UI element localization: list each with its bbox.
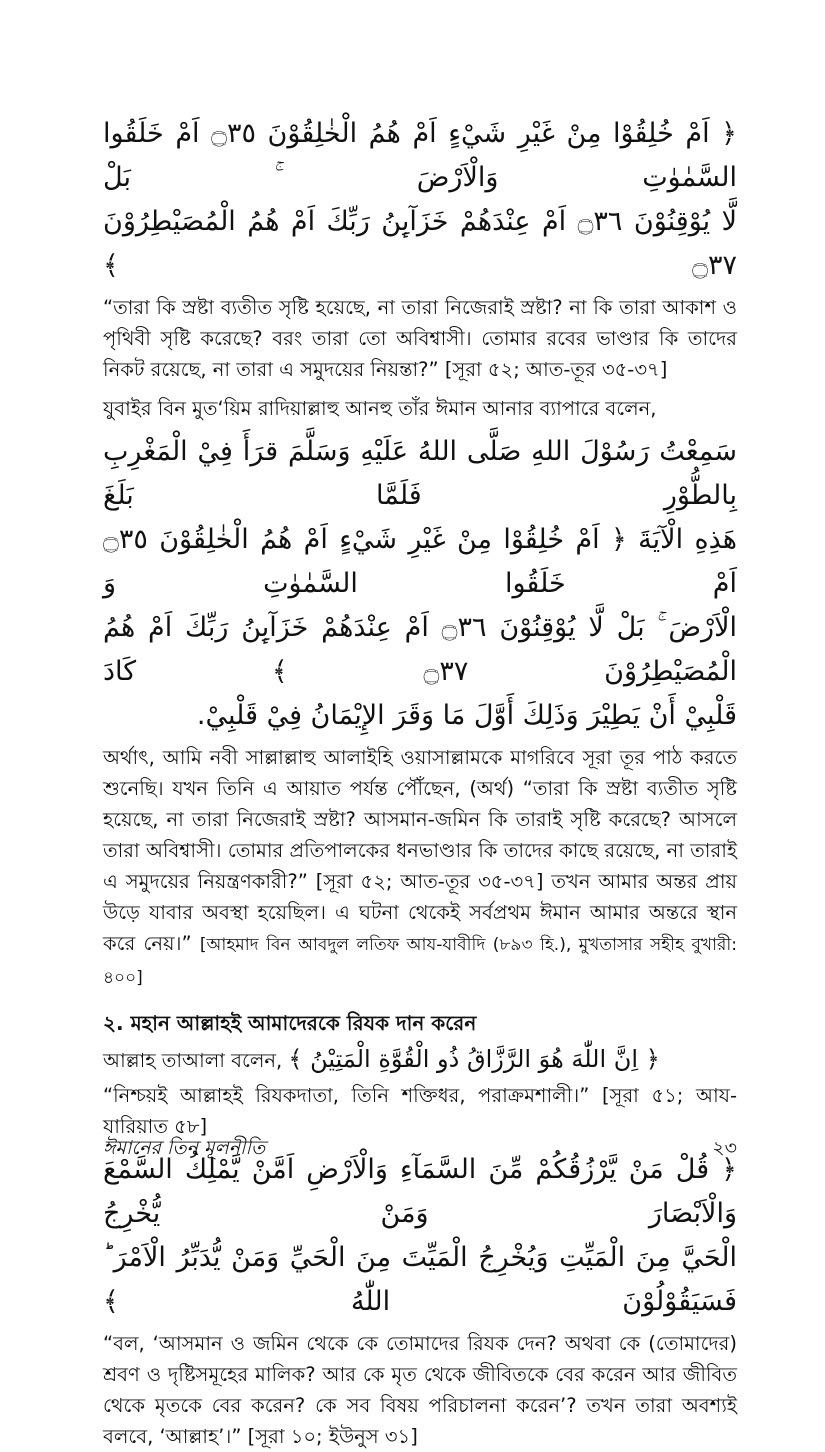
hadith-intro: যুবাইর বিন মুত‘য়িম রাদিয়াল্লাহু আনহু তাঁর ঈমান আনার ব্যাপারে বলেন, [103,397,657,420]
arabic-line: ﴿ اَمْ خُلِقُوْا مِنْ غَيْرِ شَيْءٍ اَمْ هُمُ الْخٰلِقُوْنَ ۝٣٥ اَمْ خَلَقُوا السَّمٰوٰتِ وَالْاَرْضَ ۚ بَلْ [103,118,737,193]
page-number: ২৩ [712,1137,737,1159]
book-page [103,112,737,1452]
verse-translation: “তারা কি স্রষ্টা ব্যতীত সৃষ্টি হয়েছে, না তারা নিজেরাই স্রষ্টা? না কি তারা আকাশ ও পৃথিবী সৃষ্টি করেছে? বরং তারা তো অবিশ্বাসী। তোমার রবের ভাণ্ডার কি তাদের নিকট রয়েছে, না তারা এ সমুদয়ের নিয়ন্তা?” [সূরা ৫২; আত-তূর ৩৫-৩৭] [103,296,737,381]
arabic-line: هَذِهِ الْآيَةَ ﴿ اَمْ خُلِقُوْا مِنْ غَيْرِ شَيْءٍ اَمْ هُمُ الْخٰلِقُوْنَ ۝٣٥ اَمْ خَلَقُوا السَّمٰوٰتِ وَ [103,524,737,599]
hadith-arabic-text [103,430,737,738]
verse-2-translation: “নিশ্চয়ই আল্লাহই রিযকদাতা, তিনি শক্তিধর, পরাক্রমশালী।” [সূরা ৫১; আয-যারিয়াত ৫৮] [103,1084,737,1138]
arabic-line: الْحَيَّ مِنَ الْمَيِّتِ وَيُخْرِجُ الْمَيِّتَ مِنَ الْحَيِّ وَمَنْ يُّدَبِّرُ الْاَمْرَ ؕ فَسَيَقُوْلُوْنَ اللّٰهُ ﴾ [103,1242,737,1317]
hadith-reference: [আহমাদ বিন আবদুল লতিফ আয-যাবীদি (৮৯৩ হি.), মুখতাসার সহীহ বুখারী: ৪০০] [103,935,737,988]
arabic-line: لَّا يُوْقِنُوْنَ ۝٣٦ اَمْ عِنْدَهُمْ خَزَآىِٕنُ رَبِّكَ اَمْ هُمُ الْمُصَيْطِرُوْنَ ۝٣٧ ﴾ [103,206,737,281]
hadith-translation [103,742,737,994]
quran-verse-dhariyat-58: ﴿ اِنَّ اللّٰهَ هُوَ الرَّزَّاقُ ذُو الْقُوَّةِ الْمَتِيْنُ ﴾ [288,1045,660,1073]
quran-verse-tur-35-37 [103,112,737,288]
arabic-line: سَمِعْتُ رَسُوْلَ اللهِ صَلَّى اللهُ عَلَيْهِ وَسَلَّمَ قرَأَ فِيْ الْمَغْرِبِ بِالطُّوْرِ فَلَمَّا بَلَغَ [103,436,737,511]
verse-2-intro-line [103,1044,737,1076]
arabic-line: ﴿ قُلْ مَنْ يَّرْزُقُكُمْ مِّنَ السَّمَآءِ وَالْاَرْضِ اَمَّنْ يَّمْلِكُ السَّمْعَ وَالْاَبْصَارَ وَمَنْ يُّخْرِجُ [103,1154,737,1229]
verse-3-translation: “বল, ‘আসমান ও জমিন থেকে কে তোমাদের রিযক দেন? অথবা কে (তোমাদের) শ্রবণ ও দৃষ্টিসমূহের মালিক? আর কে মৃত থেকে জীবিতকে বের করেন আর জীবিত থেকে মৃতকে বের করেন? কে সব বিষয় পরিচালনা করেন’? তখন তারা অবশ্যই বলবে, ‘আল্লাহ’।” [সূরা ১০; ইউনুস ৩১] [103,1332,737,1448]
arabic-line: قَلْبِيْ أَنْ يَطِيْرَ وَذَلِكَ أَوَّلَ مَا وَقَرَ الإِيْمَانُ فِيْ قَلْبِيْ. [196,700,737,731]
page-footer [103,1134,737,1164]
verse-2-intro: আল্লাহ তাআলা বলেন, [103,1049,283,1072]
quran-verse-yunus-31 [103,1148,737,1324]
arabic-line: الْاَرْضَ ۚ بَلْ لَّا يُوْقِنُوْنَ ۝٣٦ اَمْ عِنْدَهُمْ خَزَآىِٕنُ رَبِّكَ اَمْ هُمُ الْمُصَيْطِرُوْنَ ۝٣٧ ﴾ كَادَ [103,612,737,687]
hadith-translation-text: অর্থাৎ, আমি নবী সাল্লাল্লাহু আলাইহি ওয়াসাল্লামকে মাগরিবে সূরা তূর পাঠ করতে শুনেছি। যখন তিনি এ আয়াত পর্যন্ত পৌঁছেন, (অর্থ) “তারা কি স্রষ্টা ব্যতীত সৃষ্টি হয়েছে, না তারা নিজেরাই স্রষ্টা? আসমান-জমিন কি তারাই সৃষ্টি করেছে? আসলে তারা অবিশ্বাসী। তোমার প্রতিপালকের ধনভাণ্ডার কি তাদের কাছে রয়েছে, না তারাই এ সমুদয়ের নিয়ন্ত্রণকারী?” [সূরা ৫২; আত-তূর ৩৫-৩৭] তখন আমার অন্তর প্রায় উড়ে যাবার অবস্থা হয়েছিল। এ ঘটনা থেকেই সর্বপ্রথম ঈমান আমার অন্তরে স্থান করে নেয়।” [103,746,737,955]
book-title: ঈমানের তিন মূলনীতি [103,1137,266,1159]
section-heading: ২. মহান আল্লাহই আমাদেরকে রিযক দান করেন [103,1011,477,1035]
